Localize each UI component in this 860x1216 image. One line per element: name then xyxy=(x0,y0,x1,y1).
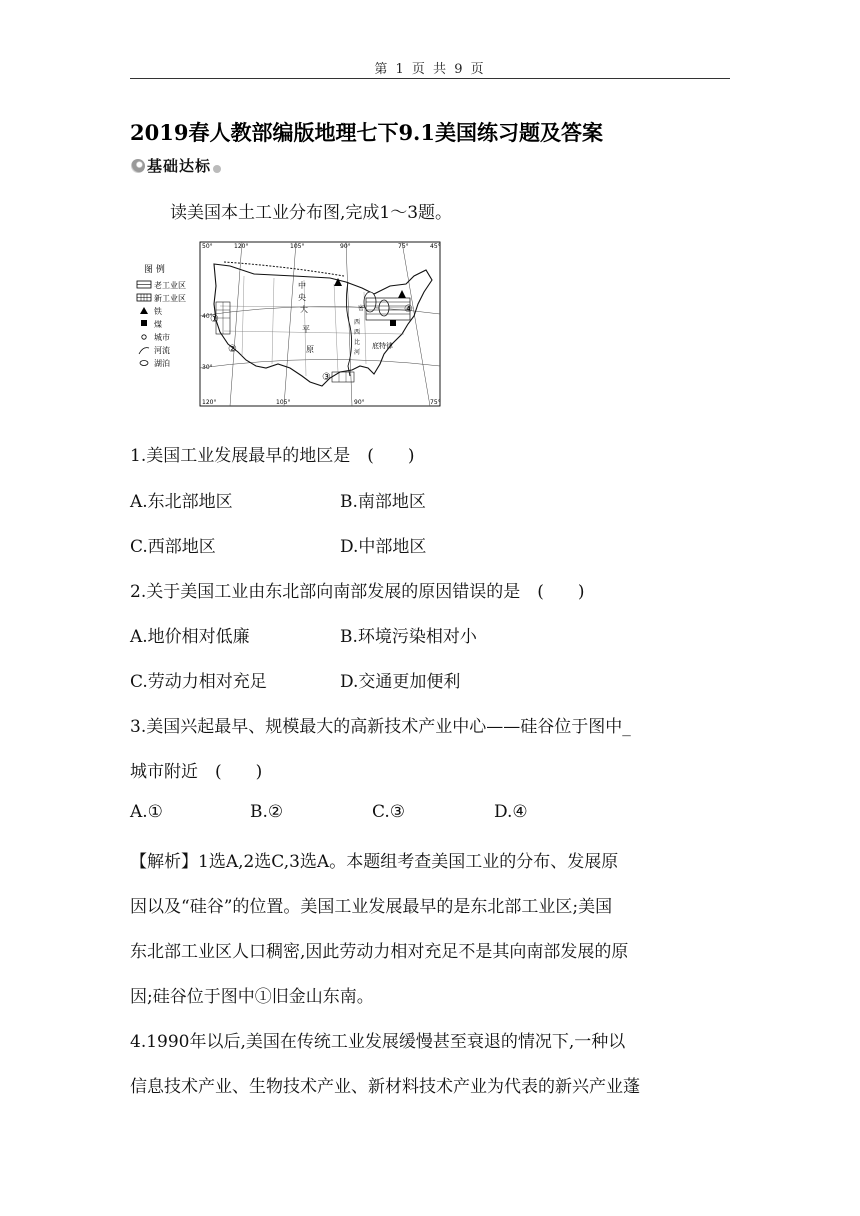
q1-option-a: A.东北部地区 xyxy=(130,492,233,512)
header-divider xyxy=(130,78,730,79)
triangle-iron-icon xyxy=(140,307,148,314)
section-badge-label: 基础达标 xyxy=(147,157,212,175)
q1-option-d: D.中部地区 xyxy=(340,537,427,557)
lon-label-bottom-3: 90° xyxy=(354,399,365,406)
place-label-detroit: 底特律 xyxy=(372,342,393,350)
city-marker-2: ② xyxy=(228,344,237,355)
section-badge xyxy=(131,155,221,176)
legend-label-new: 新工业区 xyxy=(154,294,186,303)
document-title: 2019春人教部编版地理七下9.1美国练习题及答案 xyxy=(130,120,603,145)
lon-label-bottom-1: 120° xyxy=(202,399,217,406)
analysis-line-1: 【解析】1选A,2选C,3选A。本题组考查美国工业的分布、发展原 xyxy=(130,852,619,872)
question-1-stem: 1.美国工业发展最早的地区是 ( ) xyxy=(130,446,415,466)
lon-label-top-1: 50° xyxy=(202,243,213,250)
question-3-stem-line2: 城市附近 ( ) xyxy=(130,762,263,782)
q2-option-c: C.劳动力相对充足 xyxy=(130,672,267,692)
legend-label-old: 老工业区 xyxy=(154,281,186,290)
lon-label-top-3: 105° xyxy=(290,243,305,250)
legend-label-lake: 湖泊 xyxy=(154,359,170,368)
lake-oval-icon xyxy=(140,361,148,366)
q1-option-b: B.南部地区 xyxy=(340,492,426,512)
lat-label-30: 30° xyxy=(202,364,213,371)
us-industry-map xyxy=(134,236,454,410)
dot-icon xyxy=(213,165,221,173)
city-marker-4: ④ xyxy=(404,304,413,315)
place-label: 密 xyxy=(358,305,365,312)
q2-option-a: A.地价相对低廉 xyxy=(130,627,250,647)
q2-option-b: B.环境污染相对小 xyxy=(340,627,477,647)
question-4-line-2: 信息技术产业、生物技术产业、新材料技术产业为代表的新兴产业蓬 xyxy=(130,1077,640,1097)
lake-oval xyxy=(379,300,389,316)
legend-label-river: 河流 xyxy=(154,346,170,355)
q3-option-b: B.② xyxy=(250,802,284,822)
legend-label-city: 城市 xyxy=(154,333,170,342)
lon-label-bottom-2: 105° xyxy=(276,399,291,406)
square-coal-icon xyxy=(141,320,147,326)
legend-title: 图 例 xyxy=(144,265,165,275)
analysis-line-4: 因;硅谷位于图中①旧金山东南。 xyxy=(130,987,374,1007)
q1-option-c: C.西部地区 xyxy=(130,537,216,557)
page-indicator: 第 1 页 共 9 页 xyxy=(374,62,486,77)
map-legend xyxy=(137,263,186,368)
place-label: 比 xyxy=(354,339,361,346)
swirl-icon xyxy=(131,159,145,173)
q3-option-c: C.③ xyxy=(372,802,406,822)
analysis-line-3: 东北部工业区人口稠密,因此劳动力相对充足不是其向南部发展的原 xyxy=(130,942,629,962)
legend-label-coal: 煤 xyxy=(154,320,162,329)
place-label: 原 xyxy=(306,345,314,354)
lon-label-top-6: 45° xyxy=(430,243,441,250)
place-label: 西 xyxy=(354,329,361,336)
circle-city-icon xyxy=(142,335,146,339)
river-line-icon xyxy=(139,348,149,354)
lat-label-40: 40° xyxy=(202,313,213,320)
place-label: 河 xyxy=(354,349,361,356)
lon-label-bottom-4: 75° xyxy=(430,399,441,406)
place-label: 西 xyxy=(354,319,361,326)
place-label: 央 xyxy=(298,293,306,302)
place-label: 平 xyxy=(302,325,310,334)
question-2-stem: 2.关于美国工业由东北部向南部发展的原因错误的是 ( ) xyxy=(130,582,585,602)
place-label: 大 xyxy=(300,305,308,314)
lon-label-top-5: 75° xyxy=(398,243,409,250)
city-marker-1: ① xyxy=(210,314,219,325)
place-label: 中 xyxy=(298,281,306,290)
lon-label-top-4: 90° xyxy=(340,243,351,250)
q3-option-d: D.④ xyxy=(494,802,528,822)
q3-option-a: A.① xyxy=(130,802,163,822)
question-3-stem-line1: 3.美国兴起最早、规模最大的高新技术产业中心——硅谷位于图中_ xyxy=(130,717,631,737)
q2-option-d: D.交通更加便利 xyxy=(340,672,461,692)
analysis-line-2: 因以及“硅谷”的位置。美国工业发展最早的是东北部工业区;美国 xyxy=(130,897,613,917)
coal-marker xyxy=(390,320,396,326)
question-4-line-1: 4.1990年以后,美国在传统工业发展缓慢甚至衰退的情况下,一种以 xyxy=(130,1032,626,1052)
legend-label-iron: 铁 xyxy=(154,307,162,316)
lon-label-top-2: 120° xyxy=(234,243,249,250)
intro-text: 读美国本土工业分布图,完成1～3题。 xyxy=(170,203,453,223)
city-marker-3: ③ xyxy=(322,372,331,383)
